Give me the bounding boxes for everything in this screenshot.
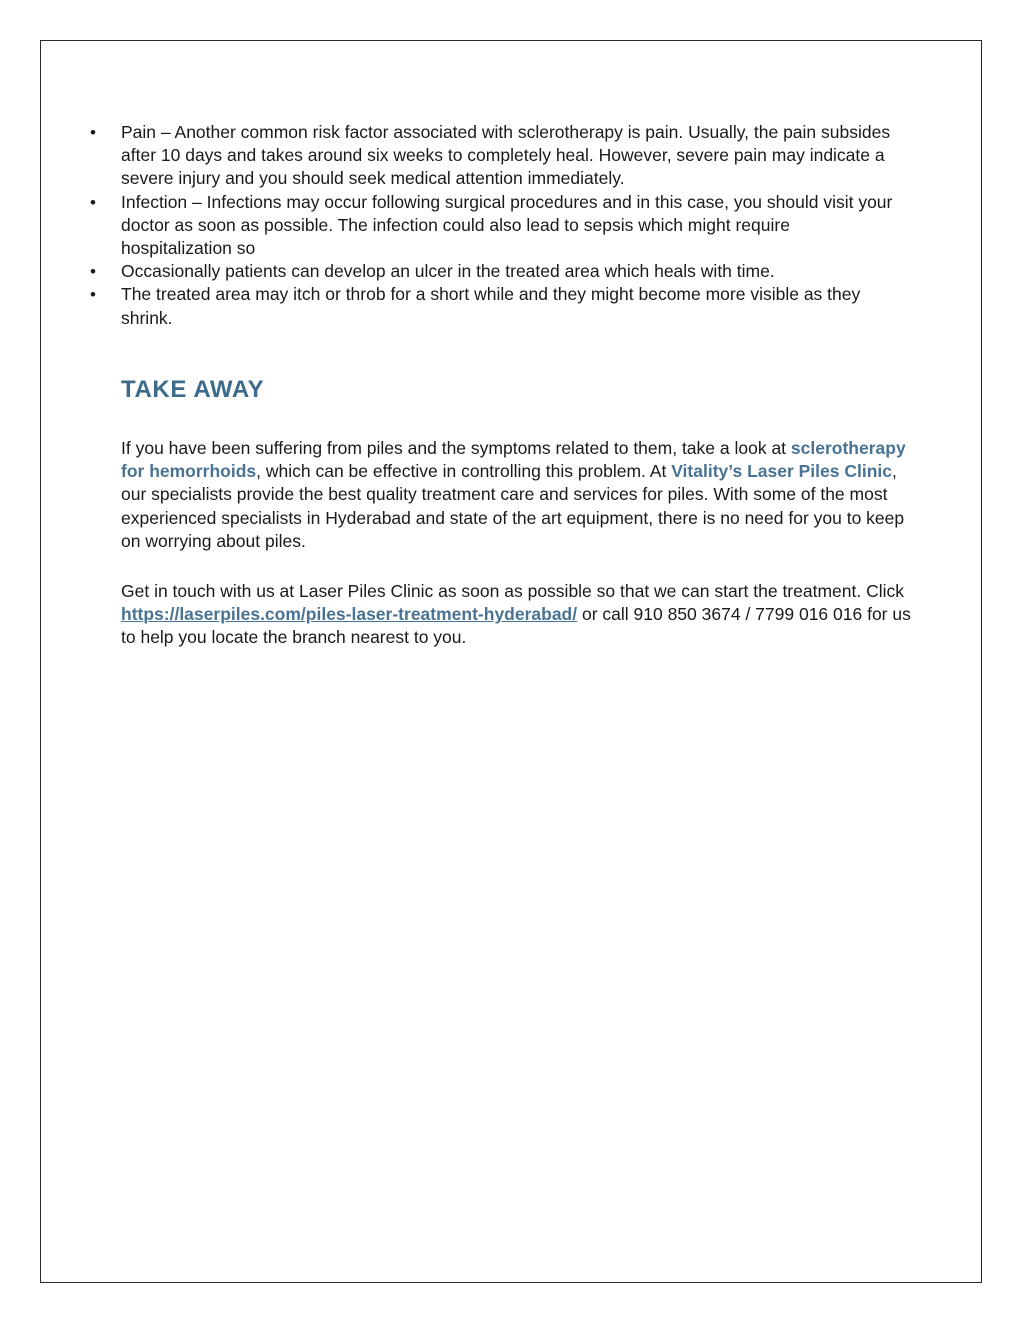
- paragraph-text: , which can be effective in controlling this problem. At: [256, 461, 672, 482]
- section-heading: TAKE AWAY: [121, 376, 265, 403]
- website-url-link[interactable]: https://laserpiles.com/piles-laser-treatment-hyderabad/: [121, 604, 578, 625]
- list-item-itch: [0, 283, 901, 329]
- clinic-link[interactable]: Vitality’s Laser Piles Clinic: [671, 461, 893, 482]
- paragraph-text: If you have been suffering from piles and the symptoms related to them, take a look at: [121, 438, 791, 458]
- sclerotherapy-link[interactable]: sclerotherapy for hemorrhoids: [121, 438, 906, 482]
- contact-paragraph: [121, 580, 911, 650]
- list-item-text: Pain – Another common risk factor associated with sclerotherapy is pain. Usually, the pain subsides after 10 days and takes around six weeks to completely heal. However, severe pain may indicate a severe injury and you should seek medical attention immediately.: [121, 122, 891, 189]
- list-item-ulcer: [0, 260, 901, 283]
- paragraph-text: , our specialists provide the best quality treatment care and services for piles. With some of the most experienced specialists in Hyderabad and state of the art equipment, there is no need for you to keep on worrying about piles.: [121, 461, 905, 551]
- list-item-pain: [0, 121, 901, 191]
- bullet-icon: •: [90, 192, 96, 212]
- paragraph-text: or call 910 850 3674 / 7799 016 016 for us to help you locate the branch nearest to you.: [121, 604, 911, 648]
- list-item-text: The treated area may itch or throb for a short while and they might become more visible as they shrink.: [121, 284, 861, 328]
- list-item-text: Infection – Infections may occur following surgical procedures and in this case, you should visit your doctor as soon as possible. The infection could also lead to sepsis which might require hospitalization so: [121, 191, 893, 259]
- bullet-icon: •: [90, 262, 96, 282]
- bullet-icon: •: [90, 285, 96, 305]
- bullet-icon: •: [90, 123, 96, 142]
- list-item-text: Occasionally patients can develop an ulcer in the treated area which heals with time.: [121, 261, 775, 282]
- paragraph-text: Get in touch with us at Laser Piles Clinic as soon as possible so that we can start the treatment. Click: [121, 581, 905, 601]
- risk-factor-list: [0, 121, 1024, 330]
- takeaway-paragraph: [121, 437, 911, 553]
- list-item-infection: [0, 191, 901, 261]
